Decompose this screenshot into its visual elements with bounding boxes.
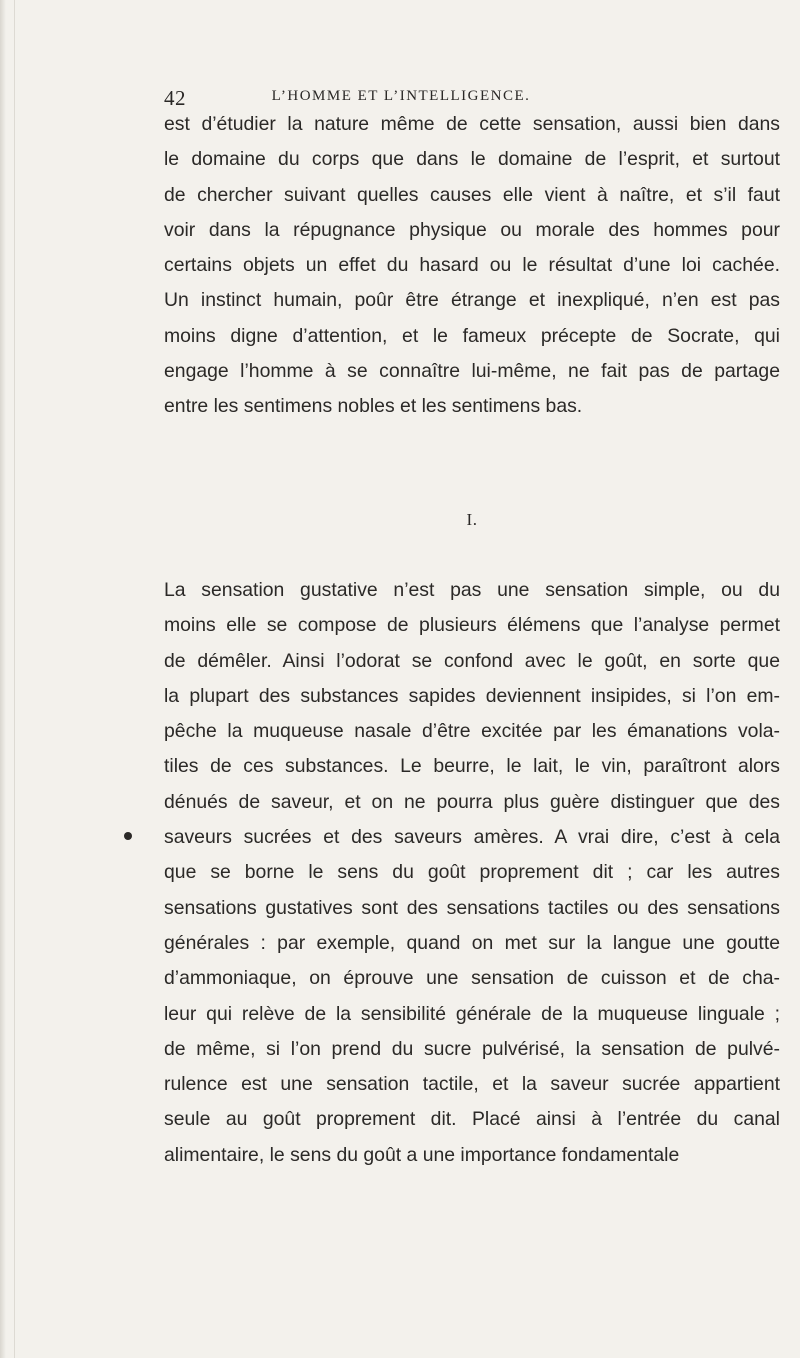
text-line: leur qui relève de la sensibilité générale de la muqueuse linguale ; xyxy=(164,1002,780,1025)
text-line: générales : par exemple, quand on met sur la langue une goutte xyxy=(164,931,780,954)
page-number: 42 xyxy=(164,86,186,110)
text-line: la plupart des substances sapides deviennent insipides, si l’on em- xyxy=(164,684,780,707)
text-line: sensations gustatives sont des sensations tactiles ou des sensations xyxy=(164,896,780,919)
text-line: engage l’homme à se connaître lui-même, ne fait pas de partage xyxy=(164,360,780,383)
text-line: que se borne le sens du goût proprement dit ; car les autres xyxy=(164,861,780,884)
text-line: voir dans la répugnance physique ou morale des hommes pour xyxy=(164,218,780,241)
text-line: d’ammoniaque, on éprouve une sensation de cuisson et de cha- xyxy=(164,967,780,990)
text-line: seule au goût proprement dit. Placé ainsi à l’entrée du canal xyxy=(164,1108,780,1131)
text-line: certains objets un effet du hasard ou le résultat d’une loi cachée. xyxy=(164,254,780,277)
section-heading: I. xyxy=(466,510,478,529)
text-line: de chercher suivant quelles causes elle vient à naître, et s’il faut xyxy=(164,183,780,206)
text-line: de démêler. Ainsi l’odorat se confond avec le goût, en sorte que xyxy=(164,649,780,672)
text-line: moins elle se compose de plusieurs élémens que l’analyse permet xyxy=(164,614,780,637)
text-line: alimentaire, le sens du goût a une importance fondamentale xyxy=(164,1143,680,1166)
text-line: saveurs sucrées et des saveurs amères. A vrai dire, c’est à cela xyxy=(164,826,780,849)
text-line: pêche la muqueuse nasale d’être excitée par les émanations vola- xyxy=(164,720,780,743)
text-line: La sensation gustative n’est pas une sensation simple, ou du xyxy=(164,579,780,601)
text-line: dénués de saveur, et on ne pourra plus guère distinguer que des xyxy=(164,790,780,813)
page-edge xyxy=(0,0,6,1358)
text-line: tiles de ces substances. Le beurre, le lait, le vin, paraîtront alors xyxy=(164,755,780,778)
text-line: est d’étudier la nature même de cette sensation, aussi bien dans xyxy=(164,113,780,135)
paragraph-1 xyxy=(164,107,780,425)
text-line: moins digne d’attention, et le fameux précepte de Socrate, qui xyxy=(164,324,780,347)
text-line: entre les sentimens nobles et les sentimens bas. xyxy=(164,395,583,418)
text-line: le domaine du corps que dans le domaine de l’esprit, et surtout xyxy=(164,148,780,171)
text-line: de même, si l’on prend du sucre pulvérisé, la sensation de pulvé- xyxy=(164,1037,780,1060)
margin-ink-dot xyxy=(124,832,132,840)
text-line: rulence est une sensation tactile, et la saveur sucrée appartient xyxy=(164,1073,780,1096)
text-line: Un instinct humain, poûr être étrange et inexpliqué, n’en est pas xyxy=(164,289,780,312)
running-title: L’HOMME ET L’INTELLIGENCE. xyxy=(271,88,531,104)
paragraph-2 xyxy=(164,573,780,1173)
page-gutter-shadow xyxy=(14,0,15,1358)
